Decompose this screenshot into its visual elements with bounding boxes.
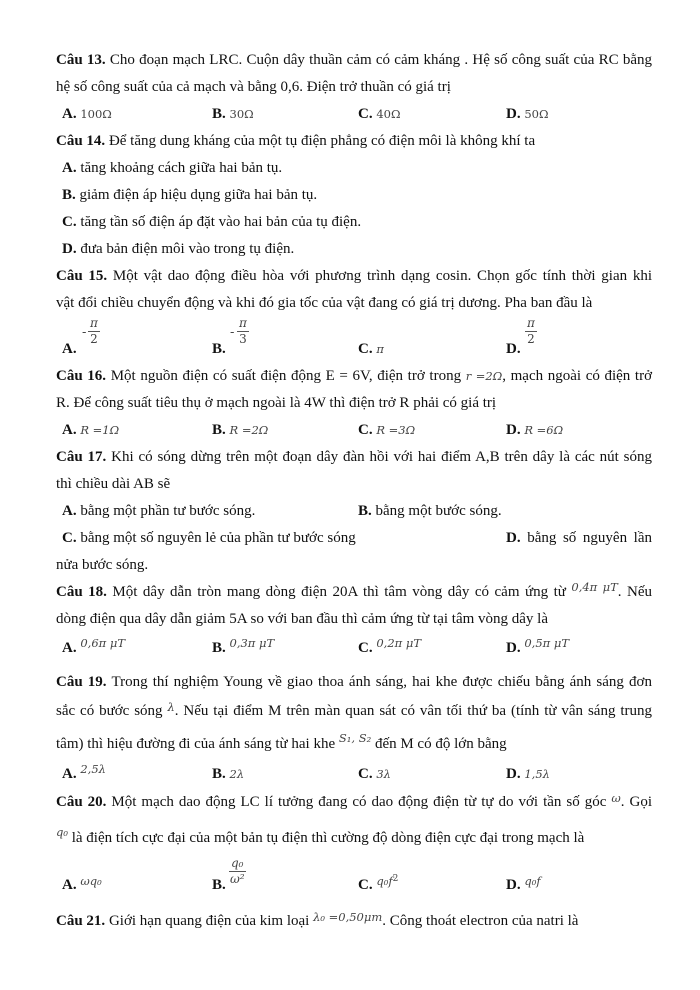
q18-line1: Câu 18. Một dây dẫn tròn mang dòng điện 20A thì tâm vòng dây có cảm ứng từ $^{0,4\pi \mu T}$. Nếu bbox=[56, 580, 653, 600]
q17-option-d-continuation: nửa bước sóng. bbox=[56, 557, 149, 573]
q13-option-d[interactable]: D. 50Ω bbox=[506, 106, 549, 122]
q15-line1 bbox=[56, 266, 652, 286]
q19-option-d[interactable]: D. 1,5λ bbox=[506, 766, 550, 782]
q13-stem: Cho đoạn mạch LRC. Cuộn dây thuần cảm có cảm kháng . Hệ số công suất của RC bằng bbox=[109, 52, 652, 68]
q13-line2: hệ số công suất của cả mạch và bằng 0,6. Điện trở thuần có giá trị bbox=[56, 79, 451, 95]
q17-option-c[interactable]: C. bằng một số nguyên lẻ của phần tư bước sóng bbox=[62, 530, 356, 546]
q15-option-c[interactable]: C. π bbox=[358, 341, 384, 357]
q15-line2: vật đổi chiều chuyển động và khi đó gia tốc của vật đang có giá trị dương. Pha ban đầu là bbox=[56, 295, 593, 311]
q20-option-d[interactable]: D. $^{q_0f}$ bbox=[506, 874, 541, 893]
q13-label: Câu 13. bbox=[56, 52, 106, 68]
q16-line2: R. Để công suất tiêu thụ ở mạch ngoài là 4W thì điện trở R phải có giá trị bbox=[56, 395, 497, 411]
q16-internal-resistance: r =2Ω bbox=[465, 369, 503, 383]
q14-option-b[interactable]: B. giảm điện áp hiệu dụng giữa hai bản tụ. bbox=[62, 187, 318, 203]
q20-line2: $^{q_0}$ là điện tích cực đại của một bản tụ điện thì cường độ dòng điện cực đại trong mạch là bbox=[56, 825, 585, 846]
q18-option-c[interactable]: C. $^{0,2\pi \mu T}$ bbox=[358, 636, 421, 656]
q21-threshold-wavelength: λ₀ =0,50μm bbox=[313, 910, 383, 924]
q17-line2: thì chiều dài AB sẽ bbox=[56, 476, 171, 492]
q19-option-c[interactable]: C. 3λ bbox=[358, 766, 391, 782]
q14-option-d[interactable]: D. đưa bản điện môi vào trong tụ điện. bbox=[62, 241, 295, 257]
q17-label: Câu 17. bbox=[56, 449, 107, 465]
q17-option-b[interactable]: B. bằng một bước sóng. bbox=[358, 503, 502, 519]
q13-line1 bbox=[56, 50, 652, 70]
q16-option-a[interactable]: A. R =1Ω bbox=[62, 422, 120, 438]
q19-line2: sắc có bước sóng $^\lambda$. Nếu tại điểm M trên màn quan sát có vân tối thứ ba (tính từ vân sáng trung bbox=[56, 700, 653, 719]
q20-option-b[interactable]: B. bbox=[212, 877, 226, 893]
q20-line1: Câu 20. Một mạch dao động LC lí tưởng đang có dao động điện từ tự do với tần số góc $^\omega$. Gọi bbox=[56, 791, 653, 810]
q15-option-a-fraction: $\frac{\pi}{2}$ bbox=[90, 316, 98, 346]
q19-option-a[interactable]: A. $^{2,5\lambda}$ bbox=[62, 762, 106, 782]
q13-option-a[interactable]: A. 100Ω bbox=[62, 106, 112, 122]
q19-wavelength-symbol: λ bbox=[167, 700, 175, 714]
q14-label: Câu 14. bbox=[56, 133, 106, 149]
q14-option-a[interactable]: A. tăng khoảng cách giữa hai bản tụ. bbox=[62, 160, 283, 176]
q21-line1: Câu 21. Giới hạn quang điện của kim loại $^{\lambda_0 =0,50\mu m}$. Công thoát electron của natri là bbox=[56, 910, 579, 929]
q16-label: Câu 16. bbox=[56, 368, 107, 384]
q19-line1: Câu 19. Trong thí nghiệm Young về giao thoa ánh sáng, hai khe được chiếu bằng ánh sáng đơn bbox=[56, 674, 652, 690]
q15-option-b[interactable]: B. bbox=[212, 341, 226, 357]
q19-label: Câu 19. bbox=[56, 674, 107, 690]
q18-option-d[interactable]: D. $^{0,5\pi \mu T}$ bbox=[506, 636, 569, 656]
q15-option-d-fraction: $\frac{\pi}{2}$ bbox=[527, 316, 535, 346]
q20-option-b-fraction: $\frac{\text{q₀}}{\text{ω²}}$ bbox=[229, 856, 245, 886]
q18-option-b[interactable]: B. $^{0,3\pi \mu T}$ bbox=[212, 636, 275, 656]
q19-slits-symbol: S₁, S₂ bbox=[338, 731, 372, 745]
q16-line1: Câu 16. Một nguồn điện có suất điện động E = 6V, điện trở trong r =2Ω, mạch ngoài có điện trở bbox=[56, 368, 653, 384]
q20-omega-symbol: ω bbox=[611, 791, 621, 805]
q19-line3: tâm) thì hiệu đường đi của ánh sáng từ hai khe $^{S_1, S_2}$ đến M có độ lớn bằng bbox=[56, 731, 507, 752]
q16-option-c[interactable]: C. R =3Ω bbox=[358, 422, 416, 438]
q15-option-b-fraction: $\frac{\pi}{3}$ bbox=[239, 316, 247, 346]
q16-option-b[interactable]: B. R =2Ω bbox=[212, 422, 269, 438]
q20-option-a[interactable]: A. $^{\omega q_0}$ bbox=[62, 874, 102, 893]
q15-stem: Một vật dao động điều hòa với phương trình dạng cosin. Chọn gốc tính thời gian khi bbox=[112, 268, 653, 284]
q13-option-c[interactable]: C. 40Ω bbox=[358, 106, 401, 122]
q17-line1: Câu 17. Khi có sóng dừng trên một đoạn dây đàn hồi với hai điểm A,B trên dây là các nút sóng bbox=[56, 449, 652, 465]
q14-option-c[interactable]: C. tăng tần số điện áp đặt vào hai bản của tụ điện. bbox=[62, 214, 362, 230]
q20-q0-symbol: q₀ bbox=[56, 825, 68, 839]
q16-option-d[interactable]: D. R =6Ω bbox=[506, 422, 564, 438]
q17-option-a[interactable]: A. bằng một phần tư bước sóng. bbox=[62, 503, 256, 519]
q14-stem: Để tăng dung kháng của một tụ điện phẳng có điện môi là không khí ta bbox=[108, 133, 536, 149]
q18-line2: dòng điện qua dây dẫn giảm 5A so với ban đầu thì cảm ứng từ tại tâm vòng dây là bbox=[56, 611, 549, 627]
q18-option-a[interactable]: A. $^{0,6\pi \mu T}$ bbox=[62, 636, 125, 656]
q14-line1 bbox=[56, 131, 652, 151]
q18-initial-field: 0,4π μT bbox=[571, 580, 618, 594]
q15-label: Câu 15. bbox=[56, 268, 108, 284]
q13-option-b[interactable]: B. 30Ω bbox=[212, 106, 254, 122]
q20-label: Câu 20. bbox=[56, 794, 107, 810]
q17-option-d[interactable]: D. bằng số nguyên lần bbox=[506, 530, 652, 546]
q21-label: Câu 21. bbox=[56, 913, 106, 929]
q19-option-b[interactable]: B. 2λ bbox=[212, 766, 245, 782]
q18-label: Câu 18. bbox=[56, 584, 107, 600]
q15-option-a[interactable]: A. bbox=[62, 341, 77, 357]
q20-option-c[interactable]: C. $^{q_0f2}$ bbox=[358, 874, 399, 893]
q15-option-d[interactable]: D. bbox=[506, 341, 521, 357]
exam-page: Câu 13. Cho đoạn mạch LRC. Cuộn dây thuần cảm có cảm kháng . Hệ số công suất của RC bằng hệ số công suất của cả mạch và bằng 0,6. Điện trở thuần có giá trị A. 100Ω B. 30Ω C. 40Ω D. 50Ω Câu 14. Để tăng dung kháng của một tụ điện phẳng có điện môi là không khí ta A. tăng khoảng cách giữa hai bản tụ. B. giảm điện áp hiệu dụng giữa hai bản tụ. C. tăng tần số điện áp đặt vào hai bản của tụ điện. D. đưa bản điện môi vào trong tụ điện. Câu 15. Một vật dao động điều hòa với phương trình dạng cosin. Chọn gốc tính thời gian khi vật đổi chiều chuyển động và khi đó gia tốc của vật đang có giá trị dương. Pha ban đầu là A. - $\frac{\pi}{2}$ B. - $\frac{\pi}{3}$ C. π D. $\frac{\pi}{2}$ Câu 16. Một nguồn điện có suất điện động E = 6V, điện trở trong r =2Ω, mạch ngoài có điện trở R. Để công suất tiêu thụ ở mạch ngoài là 4W thì điện trở R phải có giá trị A. R =1Ω B. R =2Ω C. R =3Ω D. R =6Ω Câu 17. Khi có sóng dừng trên một đoạn dây đàn hồi với hai điểm A,B trên dây là các nút sóng thì chiều dài AB sẽ A. bằng một phần tư bước sóng. B. bằng một bước sóng. C. bằng một số nguyên lẻ của phần tư bước sóng D. bằng số nguyên lần nửa bước sóng. Câu 18. Một dây dẫn tròn mang dòng điện 20A thì tâm vòng dây có cảm ứng từ $^{0,4\pi \mu T}$. Nếu dòng điện qua dây dẫn giảm 5A so với ban đầu thì cảm ứng từ tại tâm vòng dây là A. $^{0,6\pi \mu T}$ B. $^{0,3\pi \mu T}$ C. $^{0,2\pi \mu T}$ D. $^{0,5\pi \mu T}$ Câu 19. Trong thí nghiệm Young về giao thoa ánh sáng, hai khe được chiếu bằng ánh sáng đơn sắc có bước sóng $^\lambda$. Nếu tại điểm M trên màn quan sát có vân tối thứ ba (tính từ vân sáng trung tâm) thì hiệu đường đi của ánh sáng từ hai khe $^{S_1, S_2}$ đến M có độ lớn bằng A. $^{2,5\lambda}$ B. 2λ C. 3λ D. 1,5λ Câu 20. Một mạch dao động LC lí tưởng đang có dao động điện từ tự do với tần số góc $^\omega$. Gọi $^{q_0}$ là điện tích cực đại của một bản tụ điện thì cường độ dòng điện cực đại trong mạch là A. $^{\omega q_0}$ B. $\frac{\text{q₀}}{\text{ω²}}$ C. $^{q_0f2}$ D. $^{q_0f}$ Câu 21. Giới hạn quang điện của kim loại $^{\lambda_0 =0,50\mu m}$. Công thoát electron của natri là bbox=[56, 52, 653, 929]
